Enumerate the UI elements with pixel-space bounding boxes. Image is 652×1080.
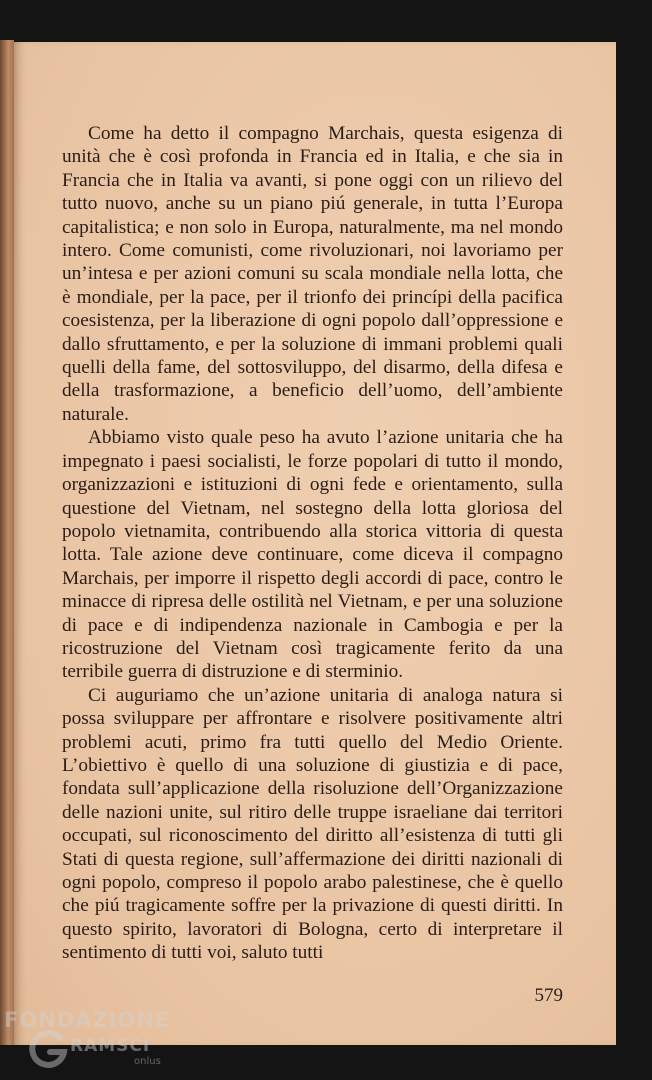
page-number: 579 — [534, 985, 563, 1006]
book-spine-edge — [0, 40, 14, 1045]
fondazione-gramsci-watermark — [4, 1008, 204, 1078]
watermark-line1: FONDAZIONE — [4, 1008, 171, 1032]
watermark-line2: RAMSCI — [70, 1036, 151, 1056]
paragraph-2: Abbiamo visto quale peso ha avuto l’azione unitaria che ha impegnato i paesi socialisti, le forze popolari di tutto il mondo, organizzazioni e istituzioni di ogni fede e orientamento, sulla questione del Vietnam, nel sostegno della lotta gloriosa del popolo vietnamita, contribuendo alla storica vittoria di questa lotta. Tale azione deve continuare, come diceva il compagno Marchais, per imporre il rispetto degli accordi di pace, contro le minacce di ripresa delle ostilità nel Vietnam, e per una soluzione di pace e di indipendenza nazionale in Cambogia e per la ricostruzione del Vietnam così tragicamente ferito da una terribile guerra di distruzione e di sterminio. — [62, 427, 563, 683]
paragraph-3: Ci auguriamo che un’azione unitaria di analoga natura si possa sviluppare per affrontare e risolvere positivamente altri problemi acuti, primo fra tutti quello del Medio Oriente. L’obiettivo è quello di una soluzione di giustizia e di pace, fondata sull’applicazione della risoluzione dell’Organizzazione delle nazioni unite, sul ritiro delle truppe israeliane dai territori occupati, sul riconoscimento del diritto all’esistenza di tutti gli Stati di questa regione, sull’affermazione dei diritti nazionali di ogni popolo, compreso il popolo arabo palestinese, che è quello che piú tragicamente soffre per la privazione di questi diritti. In questo spirito, lavoratori di Bologna, certo di interpretare il sentimento di tutti voi, saluto tutti — [62, 684, 563, 964]
body-text — [62, 122, 563, 965]
gramsci-g-logo-icon — [26, 1028, 70, 1072]
paragraph-1: Come ha detto il compagno Marchais, questa esigenza di unità che è così profonda in Francia ed in Italia, e che sia in Francia che in Italia va avanti, si pone oggi con un rilievo del tutto nuovo, anche su un piano piú generale, in tutta l’Europa capitalistica; e non solo in Europa, naturalmente, ma nel mondo intero. Come comunisti, come rivoluzionari, noi lavoriamo per un’intesa e per azioni comuni su scala mondiale nella lotta, che è mondiale, per la pace, per il trionfo dei princípi della pacifica coesistenza, per la liberazione di ogni popolo dall’oppressione e dallo sfruttamento, e per la soluzione di immani problemi quali quelli della fame, del sottosviluppo, del disarmo, della difesa e della trasformazione, a beneficio dell’uomo, dell’ambiente naturale. — [62, 123, 563, 425]
watermark-line3: onlus — [134, 1056, 161, 1067]
book-page — [14, 42, 616, 1045]
